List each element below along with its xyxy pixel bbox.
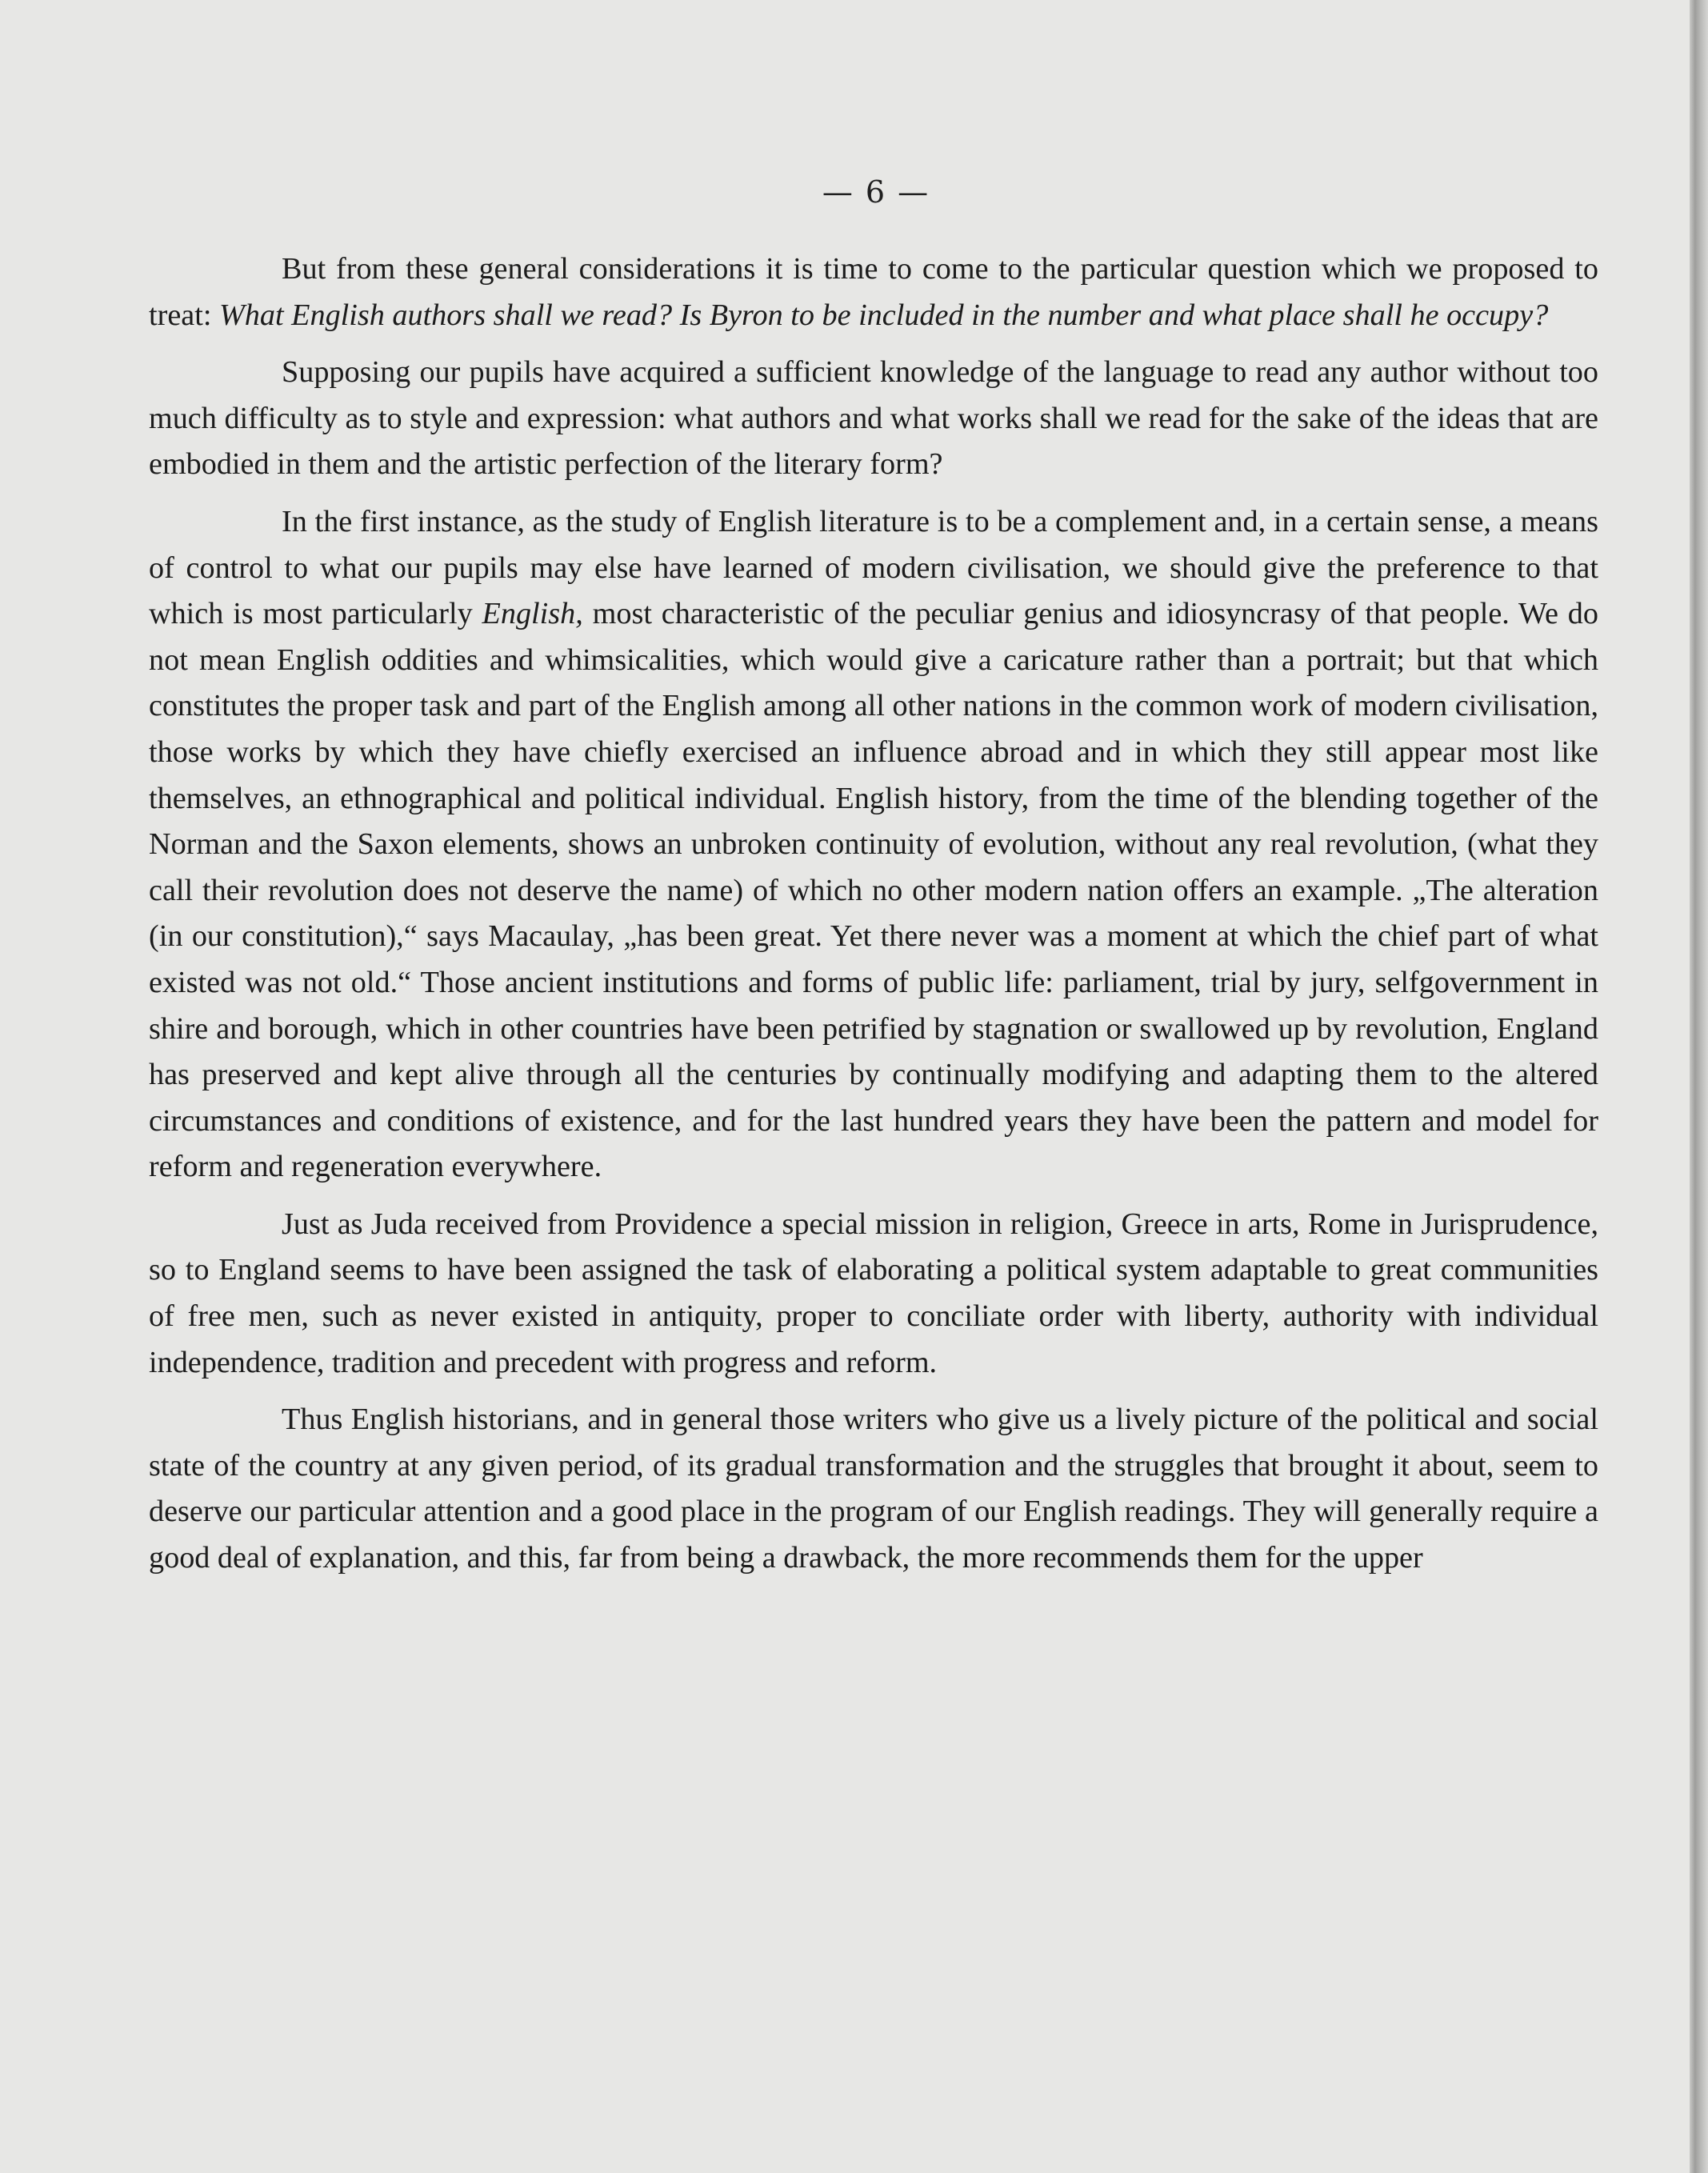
paragraph-3-text-continued: most characteristic of the peculiar genius and idiosyncrasy of that people. We do not mean English oddities and whimsicalities, which would give a caricature rather than a portrait; but that which constitutes the proper task and part of the English among all other nations in the common work of modern civilisation, those works by which they have chiefly exercised an influence abroad and in which they still appear most like themselves, an ethnographical and political individual. English history, from the time of the blending together of the Norman and the Saxon elements, shows an unbroken continuity of evolution, without any real revolution, (what they call their revolution does not deserve the name) of which no other modern nation offers an example. „The alteration (in our constitution),“ says Macaulay, „has been great. Yet there never was a moment at which the chief part of what existed was not old.“ Those ancient institutions and forms of public life: parliament, trial by jury, selfgovernment in shire and borough, which in other countries have been petrified by stagnation or swallowed up by revolution, England has preserved and kept alive through all the centuries by continually modifying and adapting them to the altered circumstances and conditions of existence, and for the last hundred years they have been the pattern and model for reform and regeneration everywhere. — [149, 597, 1598, 1184]
paragraph-5 — [149, 1397, 1598, 1581]
paragraph-3-italic-word: English, — [482, 597, 583, 631]
body-text — [149, 246, 1598, 1593]
paragraph-4-text: Just as Juda received from Providence a special mission in religion, Greece in arts, Rome in Jurisprudence, so to England seems to have been assigned the task of elaborating a political system adaptable to great communities of free men, such as never existed in antiquity, proper to conciliate order with liberty, authority with individual independence, tradition and precedent with progress and reform. — [149, 1207, 1598, 1379]
paragraph-3-text: In the first instance, as the study of English literature is to be a complement and, in a certain sense, a means of control to what our pupils may else have learned of modern civilisation, we should give the preference to that which is most particularly — [149, 504, 1598, 631]
paragraph-2 — [149, 350, 1598, 488]
paragraph-2-text: Supposing our pupils have acquired a sufficient knowledge of the language to read any author without too much difficulty as to style and expression: what authors and what works shall we read for the sake of the ideas that are embodied in them and the artistic perfection of the literary form? — [149, 355, 1598, 482]
paragraph-1-italic-question: What English authors shall we read? Is Byron to be included in the number and what place shall he occupy? — [219, 298, 1549, 332]
paragraph-1 — [149, 246, 1598, 338]
paragraph-5-text: Thus English historians, and in general those writers who give us a lively picture of the political and social state of the country at any given period, of its gradual transformation and the struggles that brought it about, seem to deserve our particular attention and a good place in the program of our English readings. They will generally require a good deal of explanation, and this, far from being a drawback, the more recommends them for the upper — [149, 1403, 1598, 1575]
page-number: — 6 — — [822, 174, 930, 210]
paragraph-1-text: But from these general considerations it is time to come to the particular question which we proposed to treat: — [149, 252, 1598, 332]
page-edge — [1690, 0, 1708, 2173]
paragraph-4 — [149, 1202, 1598, 1386]
paragraph-3 — [149, 499, 1598, 1191]
